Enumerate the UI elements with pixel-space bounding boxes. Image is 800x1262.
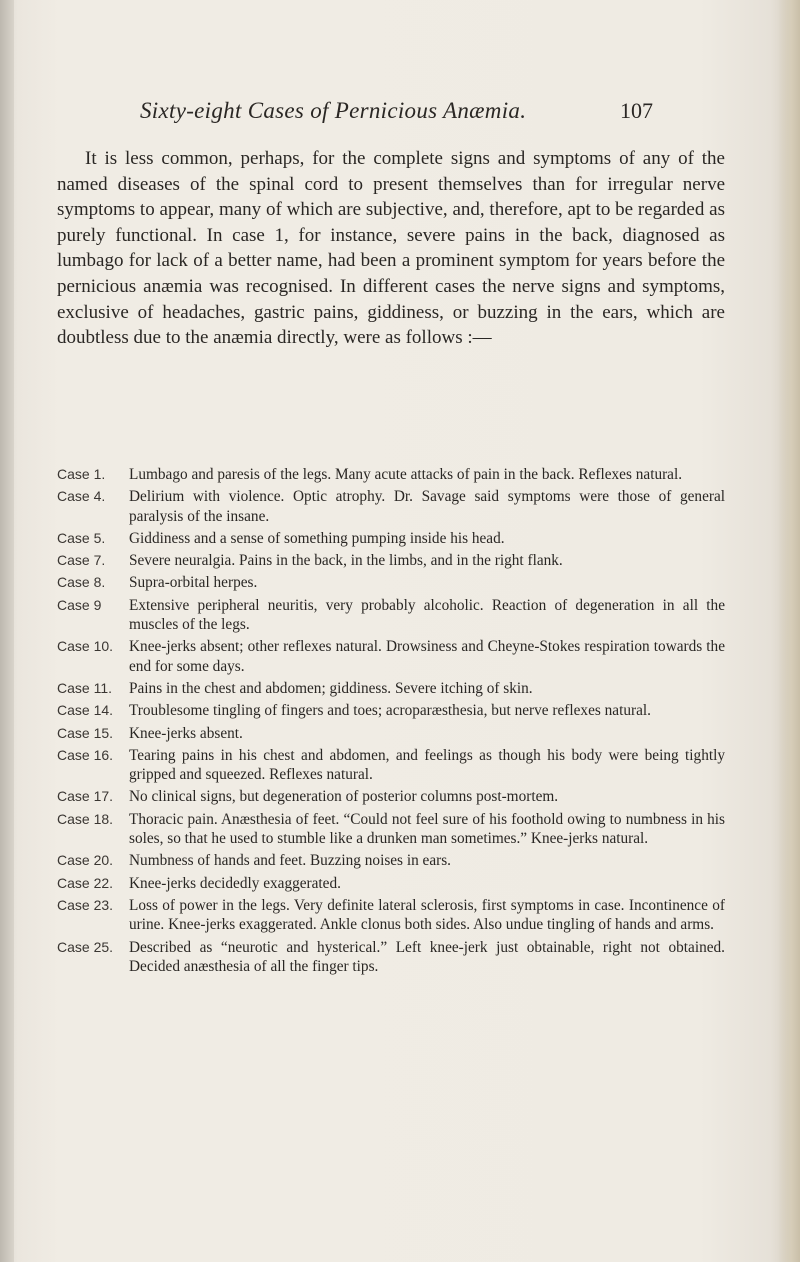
page-gutter-shadow <box>0 0 14 1262</box>
case-entry <box>57 851 725 870</box>
case-entry <box>57 874 725 893</box>
case-entry <box>57 724 725 743</box>
case-label: Case 4. <box>57 488 106 505</box>
case-description: No clinical signs, but degeneration of posterior columns post-mortem. <box>129 788 559 806</box>
running-title: Sixty-eight Cases of Pernicious Anæmia. <box>140 98 527 123</box>
case-label: Case 16. <box>57 746 114 763</box>
case-description: Knee-jerks absent. <box>129 724 243 742</box>
case-description: Knee-jerks decidedly exaggerated. <box>129 874 341 892</box>
case-label: Case 23. <box>57 896 114 913</box>
case-description: Numbness of hands and feet. Buzzing noises in ears. <box>129 852 452 870</box>
case-label: Case 22. <box>57 874 114 891</box>
intro-paragraph: It is less common, perhaps, for the complete signs and symptoms of any of the named diseases of the spinal cord to present themselves than for irregular nerve symptoms to appear, many of which are subjective, and, therefore, apt to be regarded as purely functional. In case 1, for instance, severe pains in the back, diagnosed as lumbago for lack of a better name, had been a prominent symptom for years before the pernicious anæmia was recognised. In different cases the nerve signs and symptoms, exclusive of headaches, gastric pains, giddiness, or buzzing in the ears, which are doubtless due to the anæmia directly, were as follows :— <box>57 148 725 349</box>
case-entry <box>57 679 725 698</box>
case-entry <box>57 701 725 720</box>
case-label: Case 17. <box>57 788 114 805</box>
case-description: Tearing pains in his chest and abdomen, and feelings as though his body were being tightly gripped and squeezed. Reflexes natural. <box>129 746 725 784</box>
case-description: Severe neuralgia. Pains in the back, in the limbs, and in the right flank. <box>129 552 563 570</box>
case-entry <box>57 487 725 526</box>
case-entry <box>57 465 725 484</box>
case-entry <box>57 896 725 935</box>
page-header <box>0 98 800 134</box>
case-description: Lumbago and paresis of the legs. Many acute attacks of pain in the back. Reflexes natural. <box>129 466 683 483</box>
case-entry <box>57 787 725 806</box>
case-label: Case 10. <box>57 638 114 655</box>
case-entry <box>57 938 725 977</box>
case-description: Pains in the chest and abdomen; giddiness. Severe itching of skin. <box>129 679 533 697</box>
case-label: Case 9 <box>57 596 102 613</box>
case-label: Case 25. <box>57 938 114 955</box>
page-edge <box>778 0 800 1262</box>
case-label: Case 11. <box>57 679 112 696</box>
case-description: Knee-jerks absent; other reflexes natural. Drowsiness and Cheyne-Stokes respiration towards the end for some days. <box>129 638 725 675</box>
case-entry <box>57 529 725 548</box>
case-label: Case 5. <box>57 529 106 546</box>
page-number: 107 <box>620 98 653 123</box>
case-label: Case 8. <box>57 574 106 591</box>
case-entry <box>57 551 725 570</box>
case-entry <box>57 573 725 592</box>
case-description: Supra-orbital herpes. <box>129 574 258 592</box>
case-label: Case 1. <box>57 466 106 482</box>
case-description: Loss of power in the legs. Very definite lateral sclerosis, first symptoms in case. Incontinence of urine. Knee-jerks exaggerated. Ankle clonus both sides. Also undue tingling of hands and arms. <box>129 896 725 934</box>
case-description: Troublesome tingling of fingers and toes; acroparæsthesia, but nerve reflexes natural. <box>129 702 651 720</box>
case-list <box>57 465 725 979</box>
case-label: Case 7. <box>57 552 106 569</box>
case-entry <box>57 810 725 849</box>
case-entry <box>57 746 725 785</box>
case-description: Extensive peripheral neuritis, very probably alcoholic. Reaction of degeneration in all the muscles of the legs. <box>129 596 725 634</box>
case-label: Case 20. <box>57 852 114 869</box>
case-label: Case 14. <box>57 702 114 719</box>
case-label: Case 18. <box>57 810 114 827</box>
case-label: Case 15. <box>57 724 114 741</box>
case-entry <box>57 596 725 635</box>
case-description: Described as “neurotic and hysterical.” Left knee-jerk just obtainable, right not obtained. Decided anæsthesia of all the finger tips. <box>129 938 725 975</box>
case-description: Giddiness and a sense of something pumping inside his head. <box>129 529 505 547</box>
case-description: Delirium with violence. Optic atrophy. Dr. Savage said symptoms were those of general paralysis of the insane. <box>129 488 725 525</box>
case-description: Thoracic pain. Anæsthesia of feet. “Could not feel sure of his foothold owing to numbness in his soles, so that he used to stumble like a drunken man sometimes.” Knee-jerks natural. <box>129 810 725 848</box>
case-entry <box>57 637 725 676</box>
